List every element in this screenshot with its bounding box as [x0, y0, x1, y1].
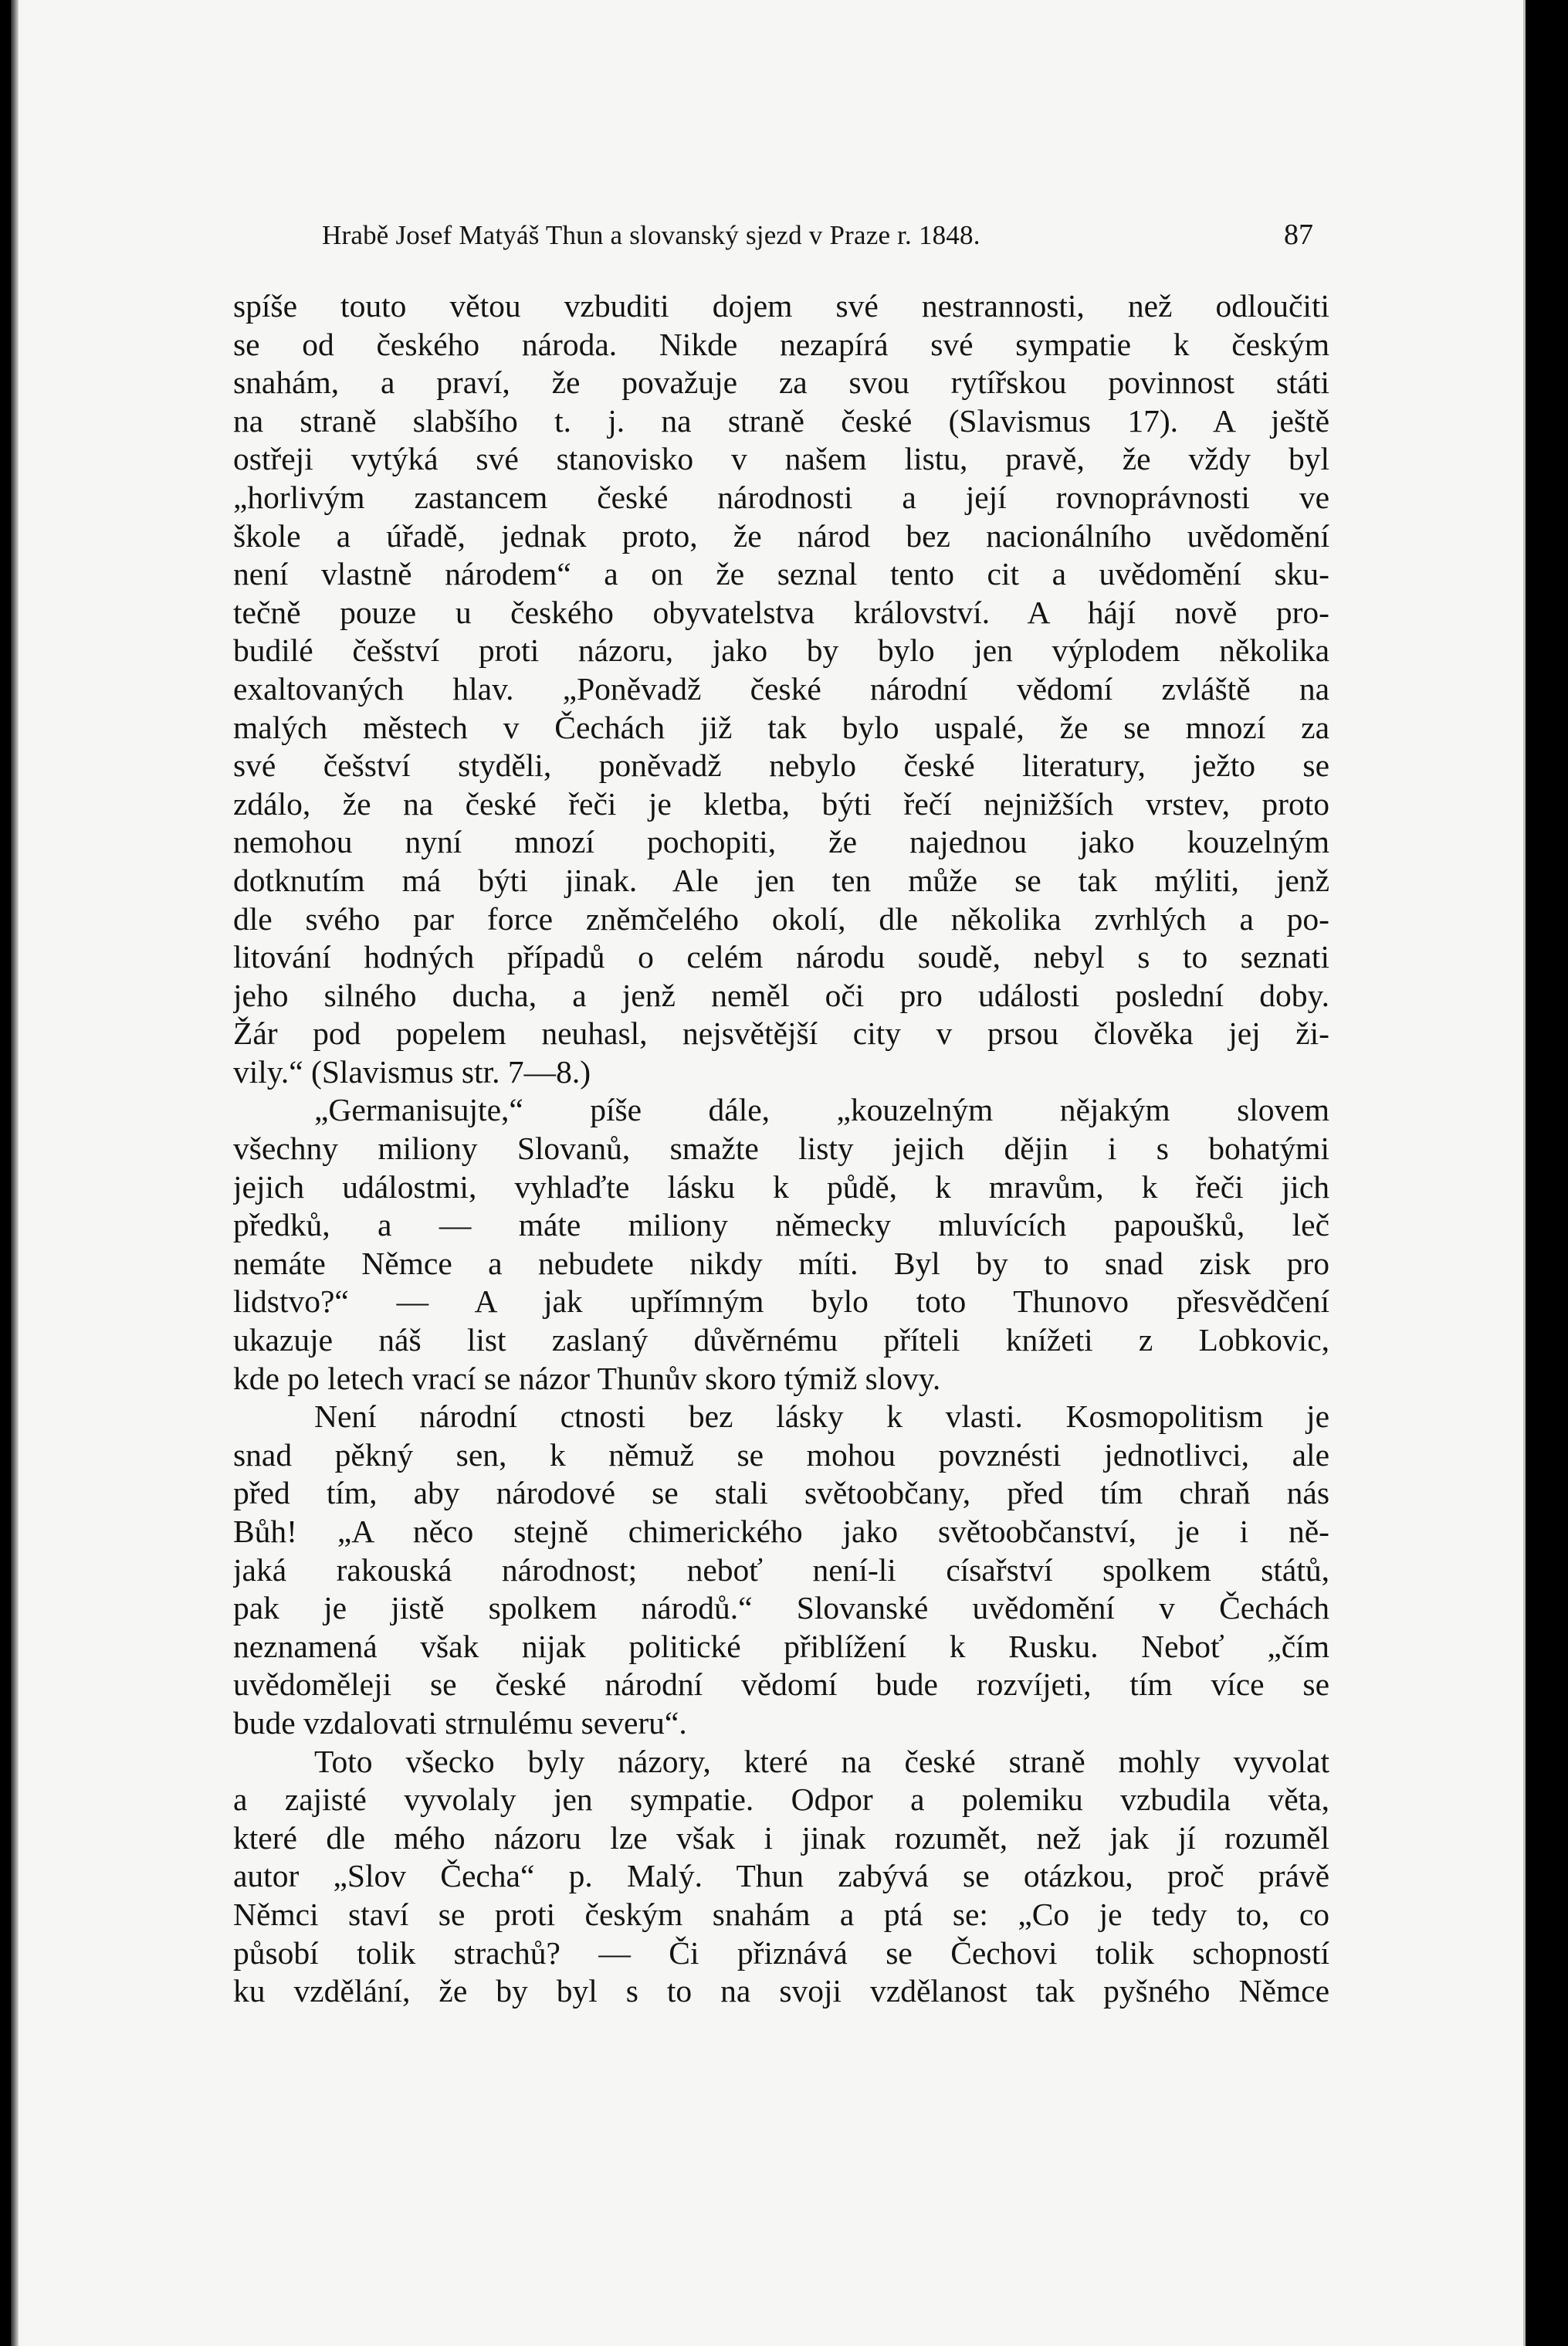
text-line: Žár pod popelem neuhasl, nejsvětější city v prsou člověka jej ži-	[233, 1015, 1329, 1052]
text-line: autor „Slov Čecha“ p. Malý. Thun zabývá se otázkou, proč právě	[233, 1858, 1329, 1894]
text-line: snad pěkný sen, k němuž se mohou povznésti jednotlivci, ale	[233, 1436, 1329, 1473]
body-text	[233, 287, 1329, 2011]
text-line: jaká rakouská národnost; neboť není-li císařství spolkem států,	[233, 1551, 1329, 1588]
running-title: Hrabě Josef Matyáš Thun a slovanský sjezd v Praze r. 1848.	[322, 220, 980, 250]
text-line: „Germanisujte,“ píše dále, „kouzelným nějakým slovem	[314, 1092, 1329, 1128]
text-line: bude vzdalovati strnulému severu“.	[233, 1704, 687, 1741]
text-line: nemáte Němce a nebudete nikdy míti. Byl by to snad zisk pro	[233, 1245, 1329, 1281]
text-line: neznamená však nijak politické přiblížení k Rusku. Neboť „čím	[233, 1628, 1329, 1664]
text-line: před tím, aby národové se stali světoobčany, před tím chraň nás	[233, 1475, 1329, 1511]
text-line: snahám, a praví, že považuje za svou rytířskou povinnost státi	[233, 364, 1329, 401]
text-line: Není národní ctnosti bez lásky k vlasti. Kosmopolitism je	[314, 1398, 1329, 1435]
text-line: tečně pouze u českého obyvatelstva království. A hájí nově pro-	[233, 594, 1329, 630]
text-line: na straně slabšího t. j. na straně české (Slavismus 17). A ještě	[233, 402, 1329, 439]
text-line: zdálo, že na české řeči je kletba, býti řečí nejnižších vrstev, proto	[233, 785, 1329, 822]
text-line: se od českého národa. Nikde nezapírá své sympatie k českým	[233, 326, 1329, 362]
text-line: působí tolik strachů? — Či přiznává se Čechovi tolik schopností	[233, 1934, 1329, 1971]
text-line: litování hodných případů o celém národu soudě, nebyl s to seznati	[233, 939, 1329, 975]
text-line: pak je jistě spolkem národů.“ Slovanské uvědomění v Čechách	[233, 1590, 1329, 1626]
text-line: které dle mého názoru lze však i jinak rozumět, než jak jí rozuměl	[233, 1819, 1329, 1856]
text-line: a zajisté vyvolaly jen sympatie. Odpor a polemiku vzbudila věta,	[233, 1782, 1329, 1818]
page-header	[322, 218, 1313, 264]
page-number: 87	[1284, 219, 1313, 251]
text-line: Toto všecko byly názory, které na české straně mohly vyvolat	[314, 1743, 1329, 1779]
text-line: ku vzdělání, že by byl s to na svoji vzdělanost tak pyšného Němce	[233, 1973, 1329, 2009]
text-line: uvědoměleji se české národní vědomí bude rozvíjeti, tím více se	[233, 1666, 1329, 1703]
text-line: škole a úřadě, jednak proto, že národ bez nacionálního uvědomění	[233, 517, 1329, 554]
text-line: „horlivým zastancem české národnosti a její rovnoprávnosti ve	[233, 479, 1329, 515]
text-line: dle svého par force zněmčelého okolí, dle několika zvrhlých a po-	[233, 900, 1329, 937]
book-spine-shadow	[11, 0, 19, 2346]
text-line: jeho silného ducha, a jenž neměl oči pro události poslední doby.	[233, 977, 1329, 1013]
text-line: exaltovaných hlav. „Poněvadž české národní vědomí zvláště na	[233, 670, 1329, 707]
text-line: předků, a — máte miliony německy mluvících papoušků, leč	[233, 1207, 1329, 1243]
text-line: ostřeji vytýká své stanovisko v našem listu, pravě, že vždy byl	[233, 441, 1329, 477]
text-line: malých městech v Čechách již tak bylo uspalé, že se mnozí za	[233, 709, 1329, 745]
book-page	[11, 0, 1526, 2346]
text-line: vily.“ (Slavismus str. 7—8.)	[233, 1053, 591, 1090]
text-line: jejich událostmi, vyhlaďte lásku k půdě, k mravům, k řeči jich	[233, 1168, 1329, 1205]
text-line: všechny miliony Slovanů, smažte listy jejich dějin i s bohatými	[233, 1131, 1329, 1167]
text-line: lidstvo?“ — A jak upřímným bylo toto Thunovo přesvědčení	[233, 1283, 1329, 1320]
text-line: Němci staví se proti českým snahám a ptá se: „Co je tedy to, co	[233, 1896, 1329, 1932]
text-line: není vlastně národem“ a on že seznal tento cit a uvědomění sku-	[233, 556, 1329, 592]
text-line: kde po letech vrací se názor Thunův skoro týmiž slovy.	[233, 1360, 941, 1396]
page-edge	[1523, 0, 1526, 2346]
text-line: nemohou nyní mnozí pochopiti, že najednou jako kouzelným	[233, 824, 1329, 860]
text-line: Bůh! „A něco stejně chimerického jako světoobčanství, je i ně-	[233, 1514, 1329, 1549]
text-line: dotknutím má býti jinak. Ale jen ten může se tak mýliti, jenž	[233, 862, 1329, 898]
text-line: své češství styděli, poněvadž nebylo české literatury, ježto se	[233, 748, 1329, 784]
text-line: budilé češství proti názoru, jako by bylo jen výplodem několika	[233, 632, 1329, 669]
text-line: ukazuje náš list zaslaný důvěrnému příteli knížeti z Lobkovic,	[233, 1322, 1329, 1358]
text-line: spíše touto větou vzbuditi dojem své nestrannosti, než odloučiti	[233, 288, 1329, 324]
